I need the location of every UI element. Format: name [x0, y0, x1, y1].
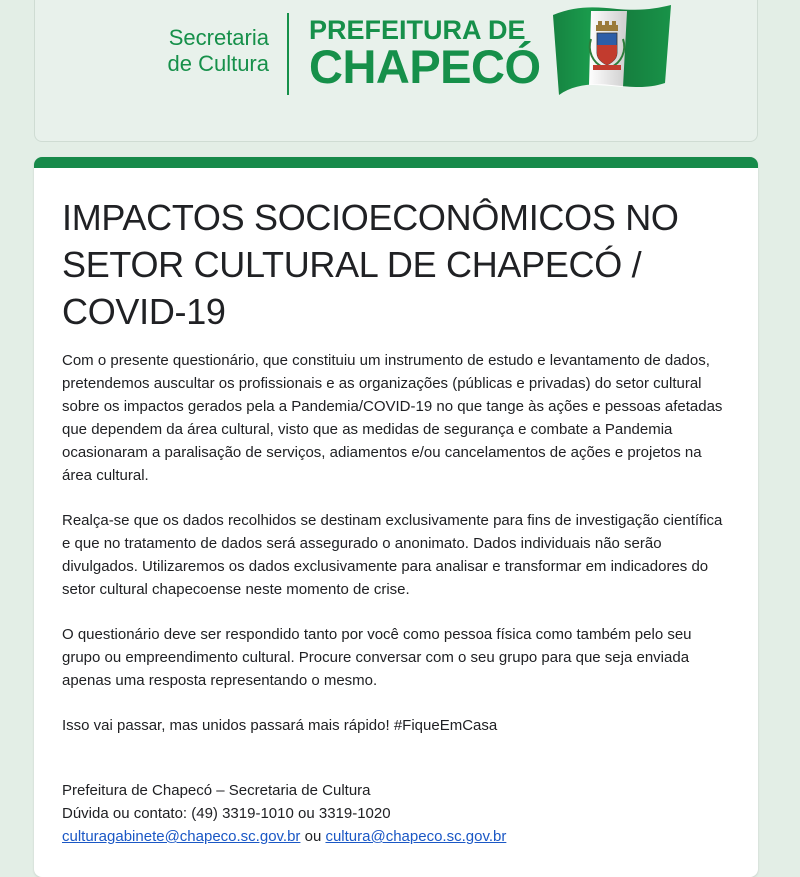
prefeitura-line1: PREFEITURA DE: [309, 15, 526, 45]
email-link-gabinete[interactable]: culturagabinete@chapeco.sc.gov.br: [62, 828, 301, 845]
form-header-card: [34, 157, 758, 877]
secretaria-line1: Secretaria: [168, 25, 269, 50]
contact-emails: [62, 825, 734, 848]
description-paragraph: Realça-se que os dados recolhidos se destinam exclusivamente para fins de investigação científica e que no tratamento de dados será assegurado o anonimato. Dados individuais não serão divulgados. Utilizaremos os dados exclusivamente para analisar e transformar em indicadores do setor cultural chapecoense neste momento de crise.: [62, 512, 723, 598]
description-paragraph: Isso vai passar, mas unidos passará mais rápido! #FiqueEmCasa: [62, 717, 498, 734]
form-description: [34, 335, 758, 848]
contact-info: [62, 779, 734, 848]
contact-org: Prefeitura de Chapecó – Secretaria de Cultura: [62, 782, 371, 799]
prefeitura-line2: CHAPECÓ: [309, 40, 541, 93]
description-paragraph: O questionário deve ser respondido tanto por você como pessoa física como também pelo seu grupo ou empreendimento cultural. Procure conversar com o seu grupo para que seja enviada apenas uma resposta representando o mesmo.: [62, 626, 692, 689]
prefeitura-logo: [159, 11, 679, 101]
form-title: IMPACTOS SOCIOECONÔMICOS NO SETOR CULTURAL DE CHAPECÓ / COVID-19: [62, 197, 679, 332]
chapeco-flag-icon: [547, 0, 677, 99]
logo-divider: [287, 13, 289, 95]
secretaria-cultura-text: [159, 25, 269, 77]
email-separator: ou: [300, 828, 326, 845]
contact-phones: Dúvida ou contato: (49) 3319-1010 ou 3319-1020: [62, 805, 391, 822]
secretaria-line2: de Cultura: [167, 51, 269, 76]
email-link-cultura[interactable]: cultura@chapeco.sc.gov.br: [325, 828, 507, 845]
description-paragraph: Com o presente questionário, que constituiu um instrumento de estudo e levantamento de dados, pretendemos auscultar os profissionais e as organizações (públicas e privadas) do setor cultural sobre os impactos gerados pela a Pandemia/COVID-19 no que tange às ações e pessoas afetadas que dependem da área cultural, visto que as medidas de segurança e combate a Pandemia ocasionaram a paralisação de serviços, adiamentos e/ou cancelamentos de ações e projetos na área cultural.: [62, 352, 723, 484]
header-banner: [34, 0, 758, 142]
